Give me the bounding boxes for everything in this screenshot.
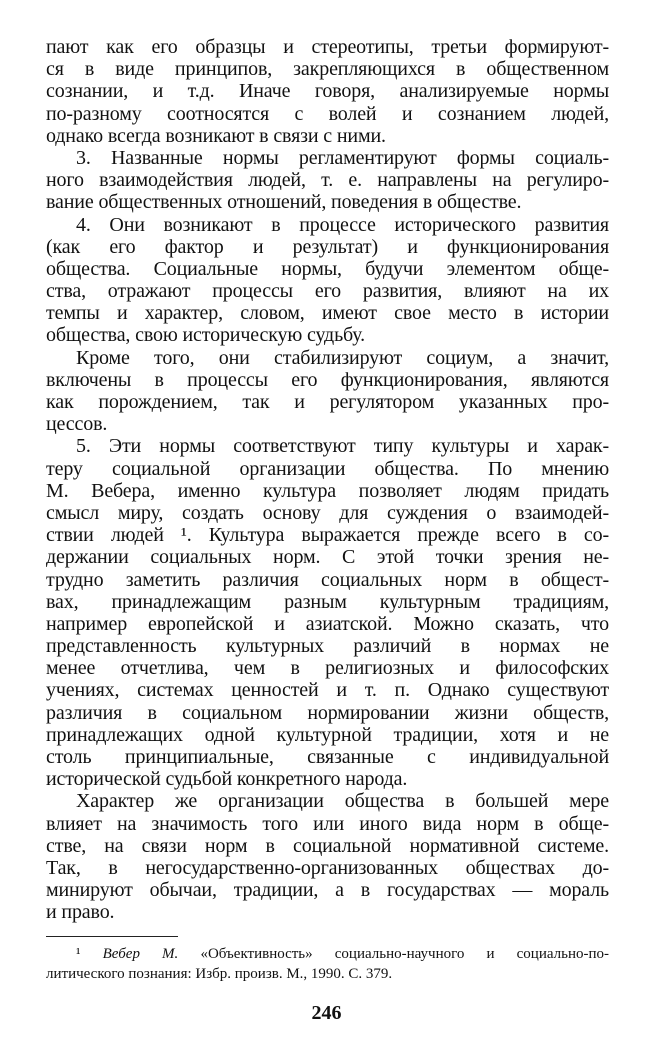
text-line: как порождением, так и регулятором указанных про- <box>46 391 609 413</box>
text-line: Так, в негосударственно-организованных обществах до- <box>46 856 609 879</box>
text-line: менее отчетлива, чем в религиозных и философских <box>46 657 609 680</box>
text-line: 5. Эти нормы соответствуют типу культуры и харак- <box>76 435 609 458</box>
text-line: общества, свою историческую судьбу. <box>46 324 366 347</box>
text-line: сознании, и т.д. Иначе говоря, анализируемые нормы <box>46 80 609 103</box>
text-line: минируют обычаи, традиции, а в государствах — мораль <box>46 879 609 902</box>
text-line: стве, на связи норм в социальной нормативной системе. <box>46 834 609 857</box>
text-line: например европейской и азиатской. Можно сказать, что <box>46 612 609 635</box>
text-line: ствии людей ¹. Культура выражается прежде всего в со- <box>46 524 609 547</box>
text-line: вание общественных отношений, поведения в обществе. <box>46 191 522 214</box>
text-line: цессов. <box>46 413 108 436</box>
text-line: принадлежащих одной культурной традиции, хотя и не <box>46 723 609 746</box>
text-line: исторической судьбой конкретного народа. <box>46 768 408 791</box>
text-line: по-разному соотносятся с волей и сознанием людей, <box>46 102 609 125</box>
page-number: 246 <box>311 1002 342 1024</box>
text-line: пают как его образцы и стереотипы, третьи формируют- <box>46 36 609 58</box>
text-line: представленность культурных различий в нормах не <box>46 635 609 658</box>
text-line: и право. <box>46 901 115 924</box>
footnote-marker: ¹ <box>76 946 81 962</box>
text-line: вах, принадлежащим разным культурным традициям, <box>46 590 609 613</box>
footnotes <box>46 944 609 984</box>
text-line: 4. Они возникают в процессе исторического развития <box>76 213 609 236</box>
text-line: Кроме того, они стабилизируют социум, а значит, <box>76 346 609 369</box>
text-line: учениях, системах ценностей и т. п. Однако существуют <box>46 679 609 702</box>
text-line: 3. Названные нормы регламентируют формы социаль- <box>76 146 609 169</box>
text-line: ного взаимодействия людей, т. е. направлены на регулиро- <box>46 169 609 192</box>
footnote-author: Вебер М. <box>102 946 179 962</box>
text-line: включены в процессы его функционирования, являются <box>46 368 609 391</box>
text-line: Характер же организации общества в большей мере <box>76 790 609 813</box>
footnote-text: «Объективность» социально-научного и социально-по- <box>200 946 610 962</box>
text-line: трудно заметить различия социальных норм в общест- <box>46 568 609 591</box>
text-line: общества. Социальные нормы, будучи элементом обще- <box>46 257 609 280</box>
text-line: ся в виде принципов, закрепляющихся в общественном <box>46 58 609 81</box>
text-line: смысл миру, создать основу для суждения о взаимодей- <box>46 501 609 524</box>
text-line: различия в социальном нормировании жизни обществ, <box>46 701 609 724</box>
footnote-line: литического познания: Избр. произв. М., 1990. С. 379. <box>46 966 393 982</box>
text-line: (как его фактор и результат) и функционирования <box>46 235 609 258</box>
text-line: влияет на значимость того или иного вида норм в обще- <box>46 812 609 835</box>
footnote-divider <box>46 936 178 937</box>
text-line: темпы и характер, словом, имеют свое место в истории <box>46 302 609 325</box>
text-line: ства, отражают процессы его развития, влияют на их <box>46 280 609 303</box>
text-line: столь принципиальные, связанные с индивидуальной <box>46 746 609 768</box>
text-line: М. Вебера, именно культура позволяет людям придать <box>46 479 609 502</box>
footnote-line <box>46 944 609 964</box>
text-line: держании социальных норм. С этой точки зрения не- <box>46 546 609 569</box>
body-text <box>46 36 609 924</box>
text-line: теру социальной организации общества. По мнению <box>46 457 609 480</box>
text-line: однако всегда возникают в связи с ними. <box>46 124 386 147</box>
